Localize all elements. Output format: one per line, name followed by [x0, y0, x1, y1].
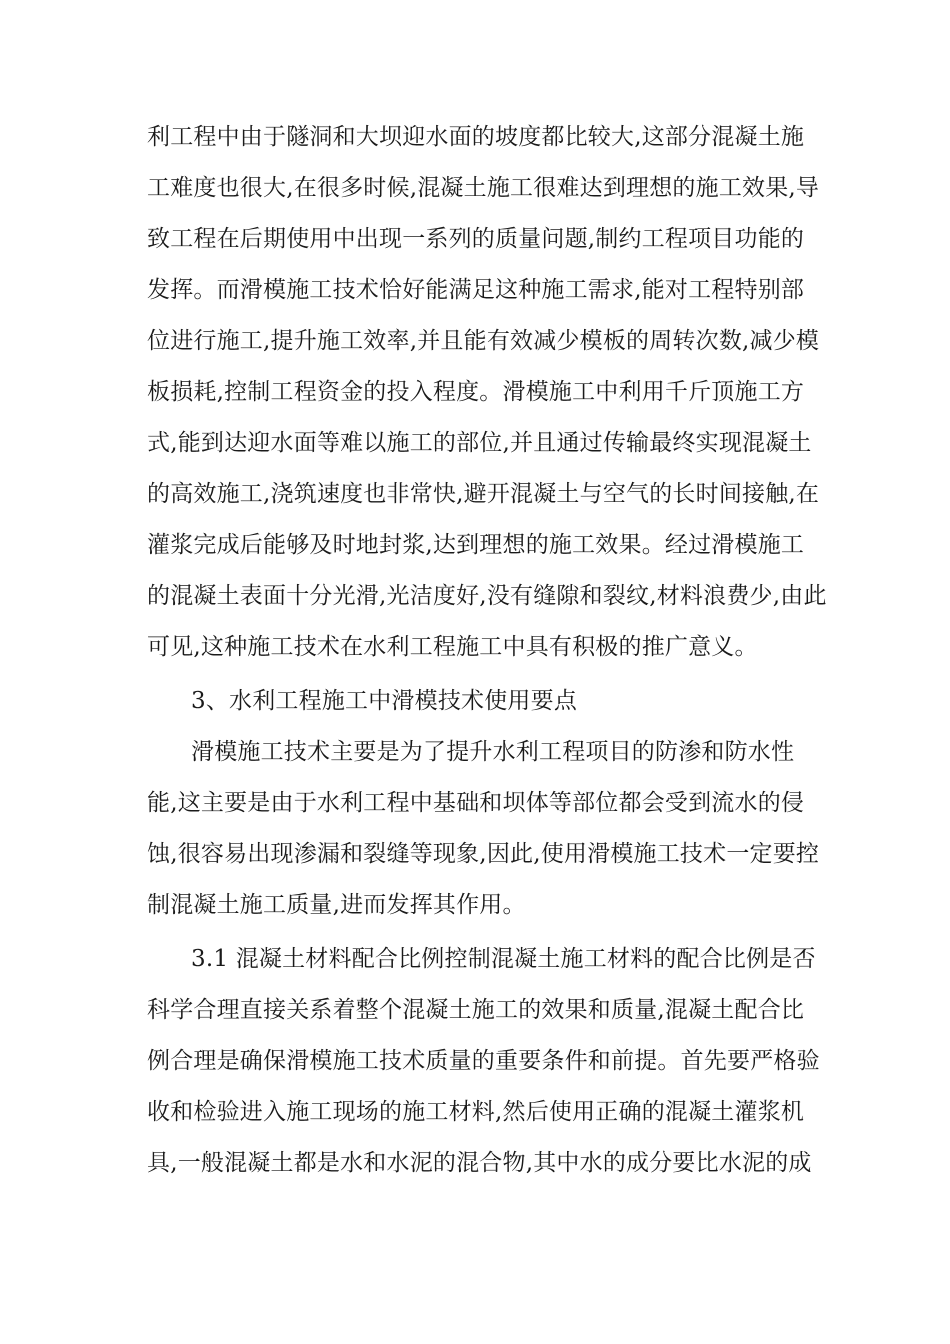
text-line: 制混凝土施工质量,进而发挥其作用。	[147, 892, 526, 918]
section-heading: 3、水利工程施工中滑模技术使用要点	[191, 688, 578, 714]
text-line: 的混凝土表面十分光滑,光洁度好,没有缝隙和裂纹,材料浪费少,由此	[147, 583, 827, 609]
text-line: 具,一般混凝土都是水和水泥的混合物,其中水的成分要比水泥的成	[147, 1150, 812, 1176]
text-line: 例合理是确保滑模施工技术质量的重要条件和前提。首先要严格验	[147, 1048, 820, 1074]
text-line: 利工程中由于隧洞和大坝迎水面的坡度都比较大,这部分混凝土施	[147, 124, 805, 150]
text-line: 板损耗,控制工程资金的投入程度。滑模施工中利用千斤顶施工方	[147, 379, 805, 405]
text-line: 能,这主要是由于水利工程中基础和坝体等部位都会受到流水的侵	[147, 790, 805, 816]
text-line: 的高效施工,浇筑速度也非常快,避开混凝土与空气的长时间接触,在	[147, 481, 820, 507]
text-line: 发挥。而滑模施工技术恰好能满足这种施工需求,能对工程特别部	[147, 277, 805, 303]
text-line: 收和检验进入施工现场的施工材料,然后使用正确的混凝土灌浆机	[147, 1099, 805, 1125]
text-line: 可见,这种施工技术在水利工程施工中具有积极的推广意义。	[147, 634, 758, 660]
text-line: 科学合理直接关系着整个混凝土施工的效果和质量,混凝土配合比	[147, 997, 805, 1023]
text-line: 工难度也很大,在很多时候,混凝土施工很难达到理想的施工效果,导	[147, 175, 820, 201]
text-line: 蚀,很容易出现渗漏和裂缝等现象,因此,使用滑模施工技术一定要控	[147, 841, 820, 867]
text-line: 式,能到达迎水面等难以施工的部位,并且通过传输最终实现混凝土	[147, 430, 812, 456]
text-line: 致工程在后期使用中出现一系列的质量问题,制约工程项目功能的	[147, 226, 805, 252]
text-line: 位进行施工,提升施工效率,并且能有效减少模板的周转次数,减少模	[147, 328, 820, 354]
subsection-line: 3.1 混凝土材料配合比例控制混凝土施工材料的配合比例是否	[191, 946, 816, 972]
text-line: 滑模施工技术主要是为了提升水利工程项目的防渗和防水性	[191, 739, 795, 765]
text-line: 灌浆完成后能够及时地封浆,达到理想的施工效果。经过滑模施工	[147, 532, 805, 558]
